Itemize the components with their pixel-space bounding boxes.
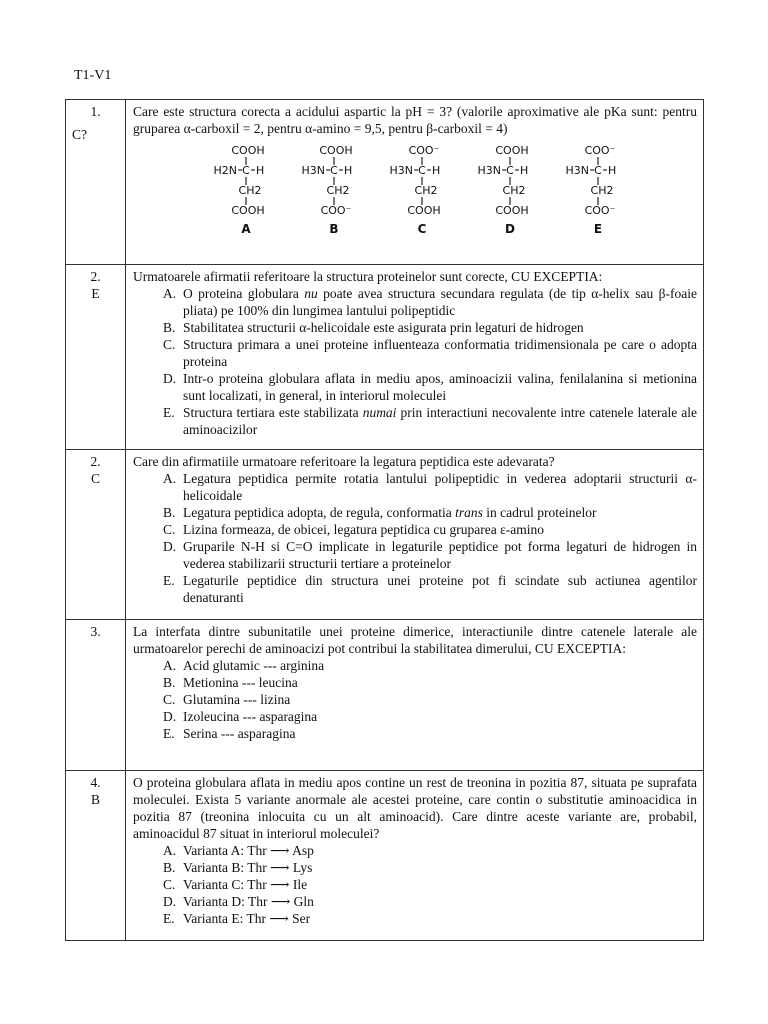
option-a (163, 285, 697, 319)
hydrogen: H (608, 164, 617, 177)
option-letter: E. (163, 911, 175, 926)
question-stem: Urmatoarele afirmatii referitoare la structura proteinelor sunt corecte, CU EXCEPTIA: (133, 269, 603, 284)
question-row-1 (66, 100, 704, 265)
option-letter: C. (163, 522, 176, 537)
option-text-post: poate avea structura secundara regulata (de tip α-helix sau β-foaie pliata) pe 100% din lungimea lantului polipeptidic (183, 286, 697, 318)
option-letter: A. (163, 471, 177, 486)
question-content (126, 450, 704, 620)
option-text: Legatura peptidica permite rotatia lantului polipeptidic in vederea adoptarii structurii α-helicoidale (183, 471, 697, 503)
structure-label: A (241, 222, 251, 236)
option-e (163, 572, 697, 606)
amino-group: H2N (213, 164, 237, 177)
top-group: COO⁻ (584, 144, 616, 157)
option-text-pre: O proteina globulara (183, 286, 305, 301)
option-e (163, 910, 697, 927)
document-id: T1-V1 (74, 68, 112, 83)
option-letter: D. (163, 709, 177, 724)
amino-group: H3N (389, 164, 413, 177)
side-chain-carboxyl: COO⁻ (320, 204, 352, 217)
option-text: Legaturile peptidice din structura unei proteine pot fi scindate sub actiunea agentilor denaturanti (183, 573, 697, 605)
alpha-carbon: C (594, 164, 602, 177)
option-text: Acid glutamic --- arginina (183, 658, 325, 673)
question-row-2b (66, 450, 704, 620)
option-a (163, 470, 697, 504)
option-c (163, 336, 697, 370)
options-list (133, 470, 697, 606)
question-number: 1. (90, 104, 101, 119)
structure-label: E (593, 222, 603, 236)
option-letter: D. (163, 539, 177, 554)
options-list (133, 842, 697, 927)
option-text: Metionina --- leucina (183, 675, 298, 690)
option-text: Glutamina --- lizina (183, 692, 291, 707)
option-letter: E. (163, 573, 175, 588)
ch2-group: CH2 (326, 184, 350, 197)
alpha-carbon: C (506, 164, 514, 177)
question-row-4 (66, 771, 704, 941)
questions-table (65, 99, 704, 941)
option-letter: A. (163, 658, 177, 673)
option-a (163, 842, 697, 859)
question-row-3 (66, 620, 704, 771)
option-letter: C. (163, 692, 176, 707)
option-text: Stabilitatea structurii α-helicoidale este asigurata prin legaturi de hidrogen (183, 320, 584, 335)
amino-group: H3N (477, 164, 501, 177)
option-e (163, 404, 697, 438)
side-chain-carboxyl: COOH (231, 204, 265, 217)
option-text: Serina --- asparagina (183, 726, 296, 741)
options-list (133, 285, 697, 438)
top-group: COO⁻ (408, 144, 440, 157)
question-number-cell (66, 100, 126, 265)
option-d (163, 538, 697, 572)
option-text-pre: Legatura peptidica adopta, de regula, conformatia (183, 505, 456, 520)
answer-key: C? (72, 127, 87, 142)
structure-b (302, 144, 353, 236)
option-text: Lizina formeaza, de obicei, legatura peptidica cu gruparea ε-amino (183, 522, 544, 537)
hydrogen: H (432, 164, 441, 177)
ch2-group: CH2 (590, 184, 614, 197)
question-number-cell (66, 265, 126, 450)
option-b (163, 674, 697, 691)
option-text: Intr-o proteina globulara aflata in mediu apos, aminoacizii valina, fenilalanina si metionina sunt localizati, in general, in interiorul moleculei (183, 371, 697, 403)
ch2-group: CH2 (414, 184, 438, 197)
structure-label: C (417, 222, 427, 236)
question-row-2a (66, 265, 704, 450)
option-letter: B. (163, 860, 176, 875)
option-letter: A. (163, 843, 177, 858)
option-text-em: nu (304, 286, 318, 301)
option-text-pre: Structura tertiara este stabilizata (183, 405, 363, 420)
option-letter: E. (163, 405, 175, 420)
option-text-post: in cadrul proteinelor (482, 505, 597, 520)
question-content (126, 100, 704, 265)
option-c (163, 876, 697, 893)
option-text: Gruparile N-H si C=O implicate in legaturile peptidice pot forma legaturi de hidrogen in vederea stabilizarii structurii tertiare a proteinelor (183, 539, 697, 571)
option-letter: C. (163, 337, 176, 352)
top-group: COOH (231, 144, 265, 157)
option-text: Izoleucina --- asparagina (183, 709, 318, 724)
structure-label: B (329, 222, 339, 236)
option-b (163, 504, 697, 521)
top-group: COOH (319, 144, 353, 157)
option-letter: D. (163, 371, 177, 386)
side-chain-carboxyl: COOH (495, 204, 529, 217)
aspartic-acid-structures (200, 143, 640, 243)
amino-group: H3N (565, 164, 589, 177)
option-text-em: trans (455, 505, 483, 520)
option-d (163, 708, 697, 725)
question-content (126, 771, 704, 941)
hydrogen: H (344, 164, 353, 177)
top-group: COOH (495, 144, 529, 157)
ch2-group: CH2 (502, 184, 526, 197)
structure-a (214, 144, 265, 236)
option-text: Varianta D: Thr ⟶ Gln (183, 894, 314, 909)
option-a (163, 657, 697, 674)
hydrogen: H (520, 164, 529, 177)
option-b (163, 319, 697, 336)
option-letter: C. (163, 877, 176, 892)
option-text: Structura primara a unei proteine influenteaza conformatia tridimensionala pe care o adopta proteina (183, 337, 697, 369)
option-letter: A. (163, 286, 177, 301)
option-letter: D. (163, 894, 177, 909)
structure-label: D (505, 222, 515, 236)
option-c (163, 691, 697, 708)
option-text: Varianta A: Thr ⟶ Asp (183, 843, 314, 858)
question-number: 2. (90, 454, 101, 469)
answer-key: E (91, 286, 100, 301)
question-number: 2. (90, 269, 101, 284)
alpha-carbon: C (418, 164, 426, 177)
question-stem: Care este structura corecta a acidului aspartic la pH = 3? (valorile aproximative ale pKa sunt: pentru gruparea α-carboxil = 2, pentru α-amino = 9,5, pentru β-carboxil = 4) (133, 104, 697, 136)
side-chain-carboxyl: COO⁻ (584, 204, 616, 217)
options-list (133, 657, 697, 742)
ch2-group: CH2 (238, 184, 262, 197)
question-content (126, 620, 704, 771)
option-d (163, 370, 697, 404)
question-stem: Care din afirmatiile urmatoare referitoare la legatura peptidica este adevarata? (133, 454, 555, 469)
side-chain-carboxyl: COOH (407, 204, 441, 217)
structure-c (390, 144, 441, 236)
option-d (163, 893, 697, 910)
option-letter: B. (163, 320, 176, 335)
option-letter: B. (163, 505, 176, 520)
question-content (126, 265, 704, 450)
question-number-cell (66, 620, 126, 771)
structures-figure (200, 143, 697, 243)
structure-e (566, 144, 617, 236)
option-b (163, 859, 697, 876)
structure-d (478, 144, 529, 236)
alpha-carbon: C (330, 164, 338, 177)
amino-group: H3N (301, 164, 325, 177)
option-text-em: numai (362, 405, 397, 420)
option-c (163, 521, 697, 538)
option-text: Varianta E: Thr ⟶ Ser (183, 911, 311, 926)
option-letter: E. (163, 726, 175, 741)
question-stem: O proteina globulara aflata in mediu apos contine un rest de treonina in pozitia 87, situata pe suprafata moleculei. Exista 5 variante anormale ale acestei proteine, care contin o substitutie aminoacidica in pozitia 87 (treonina inlocuita cu un alt aminoacid). Care dintre aceste variante are, probabil, aminoacidul 87 situat in interiorul moleculei? (133, 775, 697, 841)
question-stem: La interfata dintre subunitatile unei proteine dimerice, interactiunile dintre catenele laterale ale urmatoarelor perechi de aminoacizi pot contribui la stabilitatea dimerului, CU EXCEPTIA: (133, 624, 697, 656)
question-number-cell (66, 450, 126, 620)
answer-key: B (90, 792, 100, 807)
option-letter: B. (163, 675, 176, 690)
alpha-carbon: C (242, 164, 250, 177)
hydrogen: H (256, 164, 265, 177)
option-text: Varianta B: Thr ⟶ Lys (183, 860, 313, 875)
option-text: Varianta C: Thr ⟶ Ile (183, 877, 308, 892)
question-number-cell (66, 771, 126, 941)
answer-key: C (90, 471, 100, 486)
option-e (163, 725, 697, 742)
question-number: 4. (90, 775, 101, 790)
option-text-post: prin interactiuni necovalente intre catenele laterale ale aminoacizilor (183, 405, 697, 437)
question-number: 3. (90, 624, 101, 639)
